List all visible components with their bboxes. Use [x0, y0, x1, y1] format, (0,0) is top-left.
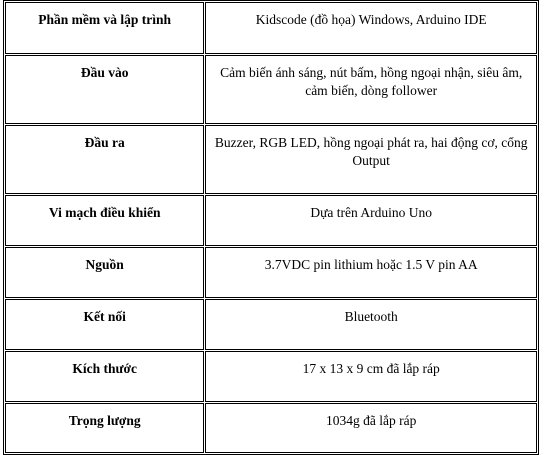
row-value-output: Buzzer, RGB LED, hồng ngoại phát ra, hai động cơ, cổng Output [205, 125, 537, 194]
table-row [5, 195, 537, 246]
row-value-software: Kidscode (đồ họa) Windows, Arduino IDE [205, 2, 537, 54]
table-row [5, 125, 537, 194]
specifications-table [3, 0, 539, 455]
row-label-controller: Vi mạch điều khiển [5, 195, 204, 246]
row-value-dimensions: 17 x 13 x 9 cm đã lắp ráp [205, 351, 537, 402]
row-value-controller: Dựa trên Arduino Uno [205, 195, 537, 246]
row-value-power: 3.7VDC pin lithium hoặc 1.5 V pin AA [205, 247, 537, 298]
table-row [5, 55, 537, 124]
table-row [5, 403, 537, 453]
row-label-connectivity: Kết nối [5, 299, 204, 350]
table-row [5, 299, 537, 350]
row-value-connectivity: Bluetooth [205, 299, 537, 350]
row-value-weight: 1034g đã lắp ráp [205, 403, 537, 453]
specifications-table-body [5, 2, 537, 453]
row-label-input: Đầu vào [5, 55, 204, 124]
table-row [5, 351, 537, 402]
table-row [5, 247, 537, 298]
table-row [5, 2, 537, 54]
row-label-software: Phần mềm và lập trình [5, 2, 204, 54]
row-label-power: Nguồn [5, 247, 204, 298]
row-value-input: Cảm biến ánh sáng, nút bấm, hồng ngoại nhận, siêu âm, cảm biến, dòng follower [205, 55, 537, 124]
row-label-output: Đầu ra [5, 125, 204, 194]
row-label-dimensions: Kích thước [5, 351, 204, 402]
row-label-weight: Trọng lượng [5, 403, 204, 453]
